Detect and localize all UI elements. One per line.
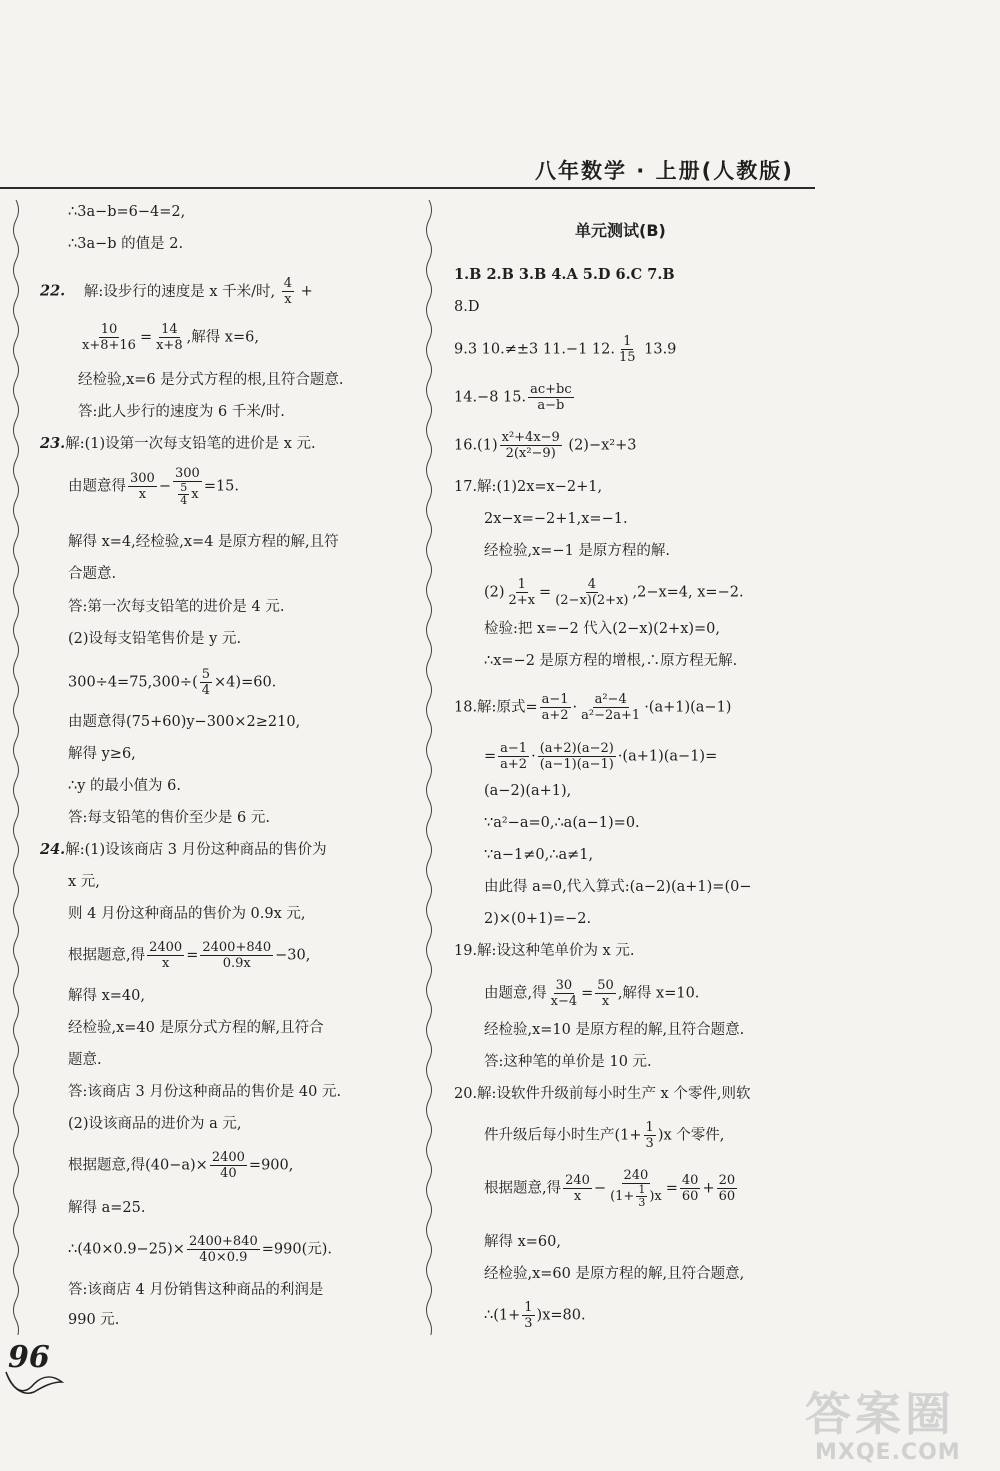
- text-line: (a−2)(a+1),: [484, 783, 572, 799]
- fraction: $\frac{a-1}{a+2}$: [541, 692, 569, 723]
- text-line: 合题意.: [68, 566, 117, 582]
- text-line: 990 元.: [68, 1312, 120, 1328]
- text-line: 2)×(0+1)=−2.: [484, 911, 592, 927]
- text-line: ∴y 的最小值为 6.: [68, 778, 181, 794]
- text-line: 答:这种笔的单价是 10 元.: [484, 1054, 652, 1070]
- center-wavy-divider: [423, 200, 435, 1335]
- text-line: 经检验,x=6 是分式方程的根,且符合题意.: [78, 372, 344, 388]
- equation-line: ∴(40×0.9−25)× $\frac{2400+840}{40\times 0.9}$ =990(元).: [68, 1234, 332, 1265]
- text-line: x 元,: [68, 874, 100, 890]
- question-19: 19.解:设这种笔单价为 x 元.: [454, 943, 635, 959]
- text-line: 解得 a=25.: [68, 1200, 146, 1216]
- fraction: $\frac{300}{x}$: [130, 471, 155, 502]
- fraction: $\frac{(a+2)(a-2)}{(a-1)(a-1)}$: [539, 741, 614, 772]
- question-23: 23.解:(1)设第一次每支铅笔的进价是 x 元.: [40, 435, 316, 452]
- equation-line: (2) $\frac{1}{2+x}$ = $\frac{4}{(2-x)(2+x)}$ ,2−x=4, x=−2.: [484, 577, 744, 608]
- fraction: $\frac{2400+840}{0.9x}$: [202, 940, 272, 971]
- fraction: $\frac{240}{x}$: [565, 1173, 590, 1204]
- header-rule: [0, 187, 815, 189]
- text-line: ∴3a−b 的值是 2.: [68, 236, 184, 252]
- equation-line: 由题意得 $\frac{300}{x}$ − 300 $\frac{5}{4}$ x =15.: [68, 466, 240, 507]
- text-line: 解得 x=40,: [68, 988, 145, 1004]
- answer-row: 16.(1) $\frac{\text{x²+4x−9}}{\text{2(x²−9)}}$ (2)−x²+3: [454, 430, 637, 461]
- text-line: ∴3a−b=6−4=2,: [68, 204, 186, 220]
- fraction: $\frac{20}{60}$: [718, 1173, 736, 1204]
- fraction: $\frac{30}{x-4}$: [550, 978, 578, 1009]
- fraction: $\frac{2400}{x}$: [149, 940, 183, 971]
- fraction: 240 (1+ $\frac{1}{3}$ )x: [610, 1168, 662, 1209]
- equation-line: $\frac{10}{x+8+16}$ = $\frac{14}{x+8}$ ,解得 x=6,: [82, 322, 259, 353]
- answer-row: 9.3 10.≠±3 11.−1 12. $\frac{1}{15}$ 13.9: [454, 334, 677, 365]
- fraction: $\frac{5}{4}$: [201, 667, 211, 698]
- text-line: 经检验,x=60 是原方程的解,且符合题意,: [484, 1266, 745, 1282]
- question-number: 22.: [40, 282, 66, 300]
- question-24: 24.解:(1)设该商店 3 月份这种商品的售价为: [40, 841, 327, 858]
- fraction: $\frac{50}{x}$: [597, 978, 614, 1009]
- question-number: 24.: [40, 841, 66, 858]
- question-20: 20.解:设软件升级前每小时生产 x 个零件,则软: [454, 1086, 751, 1102]
- text-line: 解得 y≥6,: [68, 746, 136, 762]
- text-line: 由题意得(75+60)y−300×2≥210,: [68, 714, 301, 730]
- equation-line: 根据题意,得 $\frac{2400}{x}$ = $\frac{2400+840}{0.9x}$ −30,: [68, 940, 311, 971]
- text-line: ∴x=−2 是原方程的增根,∴原方程无解.: [484, 653, 738, 669]
- fraction: $\frac{1}{15}$: [618, 334, 636, 365]
- text-line: 答:此人步行的速度为 6 千米/时.: [78, 404, 285, 420]
- equation-line: ∴(1+ $\frac{1}{3}$ )x=80.: [484, 1300, 586, 1331]
- text-line: 2x−x=−2+1,x=−1.: [484, 511, 628, 527]
- text-line: 答:该商店 4 月份销售这种商品的利润是: [68, 1282, 324, 1298]
- text-line: 题意.: [68, 1052, 102, 1068]
- leaf-ornament-icon: [4, 1362, 64, 1398]
- book-title: 八年数学 · 上册(人教版): [535, 159, 794, 183]
- text-line: 经检验,x=−1 是原方程的解.: [484, 543, 671, 559]
- fraction: $\frac{40}{60}$: [681, 1173, 699, 1204]
- text-line: 答:该商店 3 月份这种商品的售价是 40 元.: [68, 1084, 342, 1100]
- text-line: ∵a−1≠0,∴a≠1,: [484, 847, 594, 863]
- text-line: 经检验,x=40 是原分式方程的解,且符合: [68, 1020, 324, 1036]
- fraction: $\frac{a-1}{a+2}$: [500, 741, 528, 772]
- equation-line: 件升级后每小时生产(1+ $\frac{1}{3}$ )x 个零件,: [484, 1120, 725, 1151]
- fraction: $\frac{4}{x}$: [283, 276, 293, 307]
- fraction: $\frac{2400+840}{40\times 0.9}$: [188, 1234, 258, 1265]
- fraction: $\frac{4}{(2-x)(2+x)}$: [555, 577, 629, 608]
- question-18: 18.解:原式= $\frac{a-1}{a+2}$ · $\frac{\text{a²−4}}{\text{a²−2a+1}}$ ·(a+1)(a−1): [454, 692, 732, 723]
- text-line: 答:第一次每支铅笔的进价是 4 元.: [68, 599, 285, 615]
- answer-row: 8.D: [454, 299, 480, 315]
- section-title: 单元测试(B): [575, 221, 666, 240]
- text-line: 检验:把 x=−2 代入(2−x)(2+x)=0,: [484, 621, 721, 637]
- watermark-logo: 答案圈: [805, 1387, 955, 1441]
- text-line: 答:每支铅笔的售价至少是 6 元.: [68, 810, 270, 826]
- answer-row: 14.−8 15. $\frac{ac+bc}{a-b}$: [454, 382, 572, 413]
- equation-line: 300÷4=75,300÷( $\frac{5}{4}$ ×4)=60.: [68, 667, 277, 698]
- fraction: $\frac{1}{3}$: [645, 1120, 654, 1151]
- text-line: 则 4 月份这种商品的售价为 0.9x 元,: [68, 906, 306, 922]
- fraction: $\frac{10}{x+8+16}$: [82, 322, 136, 353]
- equation-line: 由题意,得 $\frac{30}{x-4}$ = $\frac{50}{x}$ ,解得 x=10.: [484, 978, 700, 1009]
- question-number: 23.: [40, 435, 66, 452]
- left-wavy-border: [10, 200, 22, 1335]
- text-line: 由此得 a=0,代入算式:(a−2)(a+1)=(0−: [484, 879, 752, 895]
- text-line: (2)设每支铅笔售价是 y 元.: [68, 631, 242, 647]
- answer-row: 1.B 2.B 3.B 4.A 5.D 6.C 7.B: [454, 266, 675, 283]
- watermark-url: MXQE.COM: [815, 1440, 961, 1465]
- equation-line: 根据题意,得 $\frac{240}{x}$ − 240 (1+ $\frac{1}{3}$ )x = $\frac{40}{60}$ + $\frac{20}{60}$: [484, 1168, 736, 1209]
- text-line: 解得 x=60,: [484, 1234, 561, 1250]
- question-17: 17.解:(1)2x=x−2+1,: [454, 479, 603, 495]
- page-number: 96: [8, 1340, 50, 1375]
- text-line: ∵a²−a=0,∴a(a−1)=0.: [484, 815, 640, 831]
- text: 解:设步行的速度是 x 千米/时,: [83, 283, 276, 300]
- equation-line: 根据题意,得(40−a)× $\frac{2400}{40}$ =900,: [68, 1150, 294, 1181]
- question-22: 22. 解:设步行的速度是 x 千米/时, $\frac{4}{x}$ +: [40, 276, 313, 307]
- text-line: 解得 x=4,经检验,x=4 是原方程的解,且符: [68, 534, 339, 550]
- text-line: (2)设该商品的进价为 a 元,: [68, 1116, 242, 1132]
- fraction: $\frac{2400}{40}$: [211, 1150, 245, 1181]
- fraction: $\frac{ac+bc}{a-b}$: [530, 382, 572, 413]
- fraction: 300 $\frac{5}{4}$ x: [174, 466, 200, 507]
- fraction: $\frac{\text{a²−4}}{\text{a²−2a+1}}$: [581, 692, 641, 723]
- text-line: 经检验,x=10 是原方程的解,且符合题意.: [484, 1022, 745, 1038]
- equation-line: = $\frac{a-1}{a+2}$ · $\frac{(a+2)(a-2)}{(a-1)(a-1)}$ ·(a+1)(a−1)=: [484, 741, 718, 772]
- fraction: $\frac{14}{x+8}$: [156, 322, 183, 353]
- fraction: $\frac{1}{3}$: [524, 1300, 533, 1331]
- fraction: $\frac{\text{x²+4x−9}}{\text{2(x²−9)}}$: [501, 430, 560, 461]
- fraction: $\frac{1}{2+x}$: [508, 577, 536, 608]
